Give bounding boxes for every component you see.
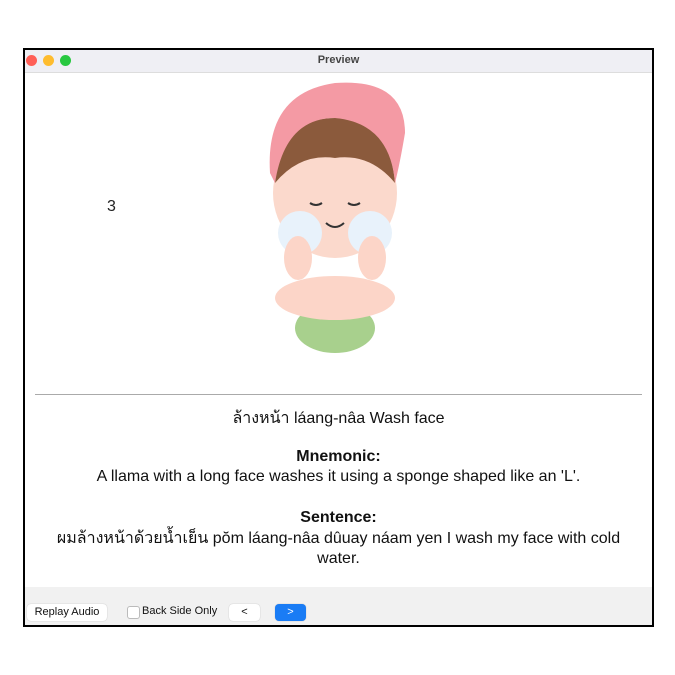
title-bar xyxy=(25,50,652,73)
next-button[interactable]: > xyxy=(275,604,306,621)
divider xyxy=(35,394,642,395)
word-line: ล้างหน้า láang-nâa Wash face xyxy=(232,410,445,427)
controls-bar xyxy=(25,587,652,625)
replay-audio-button[interactable]: Replay Audio xyxy=(27,604,107,621)
card-content xyxy=(25,73,652,587)
mnemonic-label: Mnemonic: xyxy=(296,448,381,465)
back-side-only-label[interactable]: Back Side Only xyxy=(142,605,218,617)
back-side-only-checkbox[interactable] xyxy=(127,606,140,619)
sentence-line-1: ผมล้างหน้าด้วยน้ำเย็น pŏm láang-nâa dûuay náam yen I wash my face with cold xyxy=(56,530,621,547)
sentence-line-2: water. xyxy=(317,550,360,567)
wash-face-illustration xyxy=(230,73,440,353)
card-number: 3 xyxy=(107,198,116,215)
mnemonic-text: A llama with a long face washes it using a sponge shaped like an 'L'. xyxy=(96,468,581,485)
preview-window xyxy=(23,48,654,627)
previous-button[interactable]: < xyxy=(229,604,260,621)
window-title: Preview xyxy=(317,54,360,66)
sentence-label: Sentence: xyxy=(300,509,377,526)
